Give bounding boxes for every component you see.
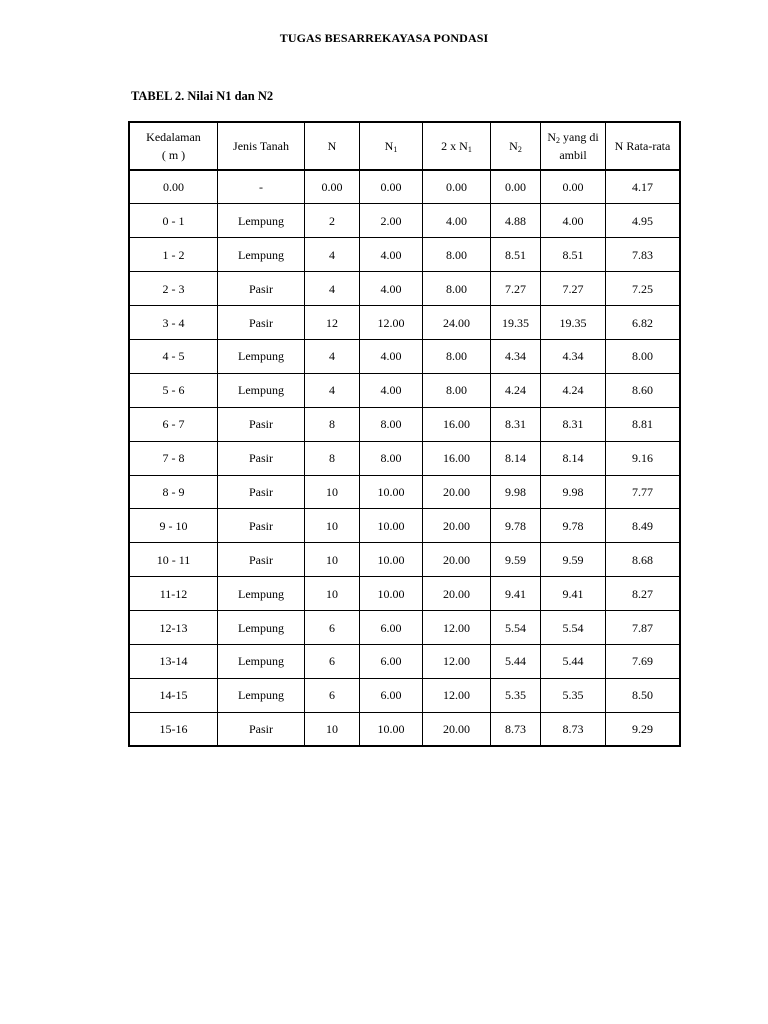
cell-soil-type: Lempung (218, 678, 305, 712)
cell-n-average: 9.29 (606, 712, 681, 746)
cell-depth: 15-16 (129, 712, 218, 746)
cell-2xn1: 8.00 (423, 339, 491, 373)
cell-n2-taken: 9.78 (541, 509, 606, 543)
table-row (129, 475, 680, 509)
cell-2xn1: 8.00 (423, 238, 491, 272)
cell-n2-taken: 4.24 (541, 373, 606, 407)
header-n1-sub: 1 (393, 145, 398, 154)
cell-n-average: 4.17 (606, 170, 681, 204)
table-row (129, 611, 680, 645)
cell-n2: 9.98 (491, 475, 541, 509)
cell-n2: 8.51 (491, 238, 541, 272)
header-n2-taken (541, 122, 606, 170)
table-row (129, 678, 680, 712)
cell-n-average: 7.87 (606, 611, 681, 645)
cell-depth: 8 - 9 (129, 475, 218, 509)
header-n1-base: N (384, 139, 394, 153)
cell-n2-taken: 5.35 (541, 678, 606, 712)
header-n2 (491, 122, 541, 170)
cell-2xn1: 12.00 (423, 611, 491, 645)
cell-soil-type: Pasir (218, 407, 305, 441)
table-row (129, 712, 680, 746)
cell-n2: 9.59 (491, 543, 541, 577)
cell-depth: 12-13 (129, 611, 218, 645)
cell-n: 0.00 (305, 170, 360, 204)
cell-depth: 5 - 6 (129, 373, 218, 407)
cell-2xn1: 4.00 (423, 204, 491, 238)
cell-n-average: 8.50 (606, 678, 681, 712)
cell-soil-type: Lempung (218, 373, 305, 407)
cell-n-average: 8.27 (606, 577, 681, 611)
cell-n1: 10.00 (360, 543, 423, 577)
cell-n-average: 7.77 (606, 475, 681, 509)
cell-n: 6 (305, 678, 360, 712)
cell-n2: 0.00 (491, 170, 541, 204)
table-row (129, 644, 680, 678)
cell-n2-taken: 4.00 (541, 204, 606, 238)
cell-soil-type: Pasir (218, 509, 305, 543)
cell-n1: 10.00 (360, 577, 423, 611)
table-row (129, 441, 680, 475)
cell-n-average: 8.00 (606, 339, 681, 373)
cell-n1: 10.00 (360, 475, 423, 509)
cell-n2-taken: 0.00 (541, 170, 606, 204)
cell-soil-type: Lempung (218, 339, 305, 373)
cell-soil-type: Pasir (218, 475, 305, 509)
cell-soil-type: Lempung (218, 204, 305, 238)
header-n-average: N Rata-rata (606, 122, 681, 170)
cell-n: 10 (305, 543, 360, 577)
cell-depth: 11-12 (129, 577, 218, 611)
cell-n2-taken: 4.34 (541, 339, 606, 373)
cell-2xn1: 8.00 (423, 373, 491, 407)
header-n2-base: N (509, 139, 518, 153)
cell-depth: 7 - 8 (129, 441, 218, 475)
cell-n1: 4.00 (360, 238, 423, 272)
header-n2-taken-line1 (541, 128, 605, 146)
cell-soil-type: Pasir (218, 306, 305, 340)
cell-n2: 19.35 (491, 306, 541, 340)
cell-n2-taken: 8.14 (541, 441, 606, 475)
header-n: N (305, 122, 360, 170)
cell-n1: 4.00 (360, 272, 423, 306)
cell-soil-type: Lempung (218, 577, 305, 611)
cell-2xn1: 16.00 (423, 441, 491, 475)
cell-2xn1: 0.00 (423, 170, 491, 204)
table-row (129, 543, 680, 577)
cell-n: 6 (305, 644, 360, 678)
cell-n: 8 (305, 407, 360, 441)
cell-n-average: 6.82 (606, 306, 681, 340)
cell-soil-type: Pasir (218, 712, 305, 746)
cell-n2: 5.35 (491, 678, 541, 712)
header-depth (129, 122, 218, 170)
cell-n2-taken: 8.51 (541, 238, 606, 272)
cell-2xn1: 20.00 (423, 475, 491, 509)
header-n2-taken-suffix: yang di (560, 130, 599, 144)
table-row (129, 577, 680, 611)
cell-n: 8 (305, 441, 360, 475)
cell-n-average: 7.83 (606, 238, 681, 272)
cell-n-average: 8.60 (606, 373, 681, 407)
cell-soil-type: Pasir (218, 441, 305, 475)
header-2xn1 (423, 122, 491, 170)
table-body (129, 170, 680, 746)
cell-n: 10 (305, 509, 360, 543)
header-2xn1-sub: 1 (467, 145, 472, 154)
page-header: TUGAS BESARREKAYASA PONDASI (279, 31, 489, 45)
table-row (129, 407, 680, 441)
n-values-table (128, 121, 681, 747)
cell-depth: 10 - 11 (129, 543, 218, 577)
cell-n1: 10.00 (360, 712, 423, 746)
cell-n1: 6.00 (360, 678, 423, 712)
header-depth-unit: ( m ) (161, 148, 186, 162)
cell-n2: 8.14 (491, 441, 541, 475)
cell-n2-taken: 5.54 (541, 611, 606, 645)
table-row (129, 272, 680, 306)
cell-n1: 6.00 (360, 644, 423, 678)
cell-n-average: 8.68 (606, 543, 681, 577)
cell-n: 10 (305, 475, 360, 509)
table-row (129, 373, 680, 407)
table-row (129, 238, 680, 272)
cell-n1: 2.00 (360, 204, 423, 238)
cell-2xn1: 20.00 (423, 543, 491, 577)
cell-soil-type: - (218, 170, 305, 204)
table-header-row (129, 122, 680, 170)
cell-depth: 6 - 7 (129, 407, 218, 441)
cell-n: 12 (305, 306, 360, 340)
cell-n2: 9.41 (491, 577, 541, 611)
cell-n2: 8.73 (491, 712, 541, 746)
cell-depth: 0 - 1 (129, 204, 218, 238)
table-row (129, 170, 680, 204)
cell-n: 4 (305, 339, 360, 373)
header-n2-taken-base: N (547, 130, 556, 144)
cell-n2-taken: 19.35 (541, 306, 606, 340)
cell-n-average: 8.81 (606, 407, 681, 441)
cell-2xn1: 20.00 (423, 712, 491, 746)
cell-n2: 5.44 (491, 644, 541, 678)
cell-depth: 4 - 5 (129, 339, 218, 373)
cell-n-average: 9.16 (606, 441, 681, 475)
cell-n-average: 7.25 (606, 272, 681, 306)
cell-n2: 4.88 (491, 204, 541, 238)
cell-soil-type: Lempung (218, 238, 305, 272)
cell-soil-type: Pasir (218, 543, 305, 577)
cell-n2: 5.54 (491, 611, 541, 645)
cell-n: 10 (305, 712, 360, 746)
header-n2-taken-line2: ambil (559, 148, 587, 162)
table-row (129, 204, 680, 238)
cell-n1: 4.00 (360, 373, 423, 407)
cell-n1: 0.00 (360, 170, 423, 204)
header-soil-type: Jenis Tanah (218, 122, 305, 170)
cell-n2-taken: 7.27 (541, 272, 606, 306)
cell-n-average: 4.95 (606, 204, 681, 238)
cell-n1: 6.00 (360, 611, 423, 645)
cell-n1: 12.00 (360, 306, 423, 340)
cell-n1: 8.00 (360, 407, 423, 441)
cell-n: 10 (305, 577, 360, 611)
cell-2xn1: 12.00 (423, 678, 491, 712)
cell-n1: 4.00 (360, 339, 423, 373)
cell-n2-taken: 9.59 (541, 543, 606, 577)
table-row (129, 339, 680, 373)
cell-n2: 4.24 (491, 373, 541, 407)
cell-n1: 10.00 (360, 509, 423, 543)
cell-n: 4 (305, 373, 360, 407)
cell-n2-taken: 8.73 (541, 712, 606, 746)
cell-n2-taken: 9.41 (541, 577, 606, 611)
cell-n2: 4.34 (491, 339, 541, 373)
cell-soil-type: Lempung (218, 644, 305, 678)
cell-soil-type: Pasir (218, 272, 305, 306)
cell-n2-taken: 5.44 (541, 644, 606, 678)
cell-2xn1: 8.00 (423, 272, 491, 306)
header-n2-taken-sub: 2 (556, 136, 560, 145)
cell-depth: 0.00 (129, 170, 218, 204)
cell-2xn1: 20.00 (423, 509, 491, 543)
cell-n1: 8.00 (360, 441, 423, 475)
cell-soil-type: Lempung (218, 611, 305, 645)
cell-n2: 9.78 (491, 509, 541, 543)
header-depth-label: Kedalaman (146, 130, 201, 144)
cell-2xn1: 24.00 (423, 306, 491, 340)
cell-n2-taken: 9.98 (541, 475, 606, 509)
table-row (129, 306, 680, 340)
cell-depth: 1 - 2 (129, 238, 218, 272)
cell-2xn1: 12.00 (423, 644, 491, 678)
cell-n: 4 (305, 238, 360, 272)
table-row (129, 509, 680, 543)
cell-depth: 3 - 4 (129, 306, 218, 340)
cell-depth: 13-14 (129, 644, 218, 678)
cell-n-average: 7.69 (606, 644, 681, 678)
cell-n2-taken: 8.31 (541, 407, 606, 441)
table-caption: TABEL 2. Nilai N1 dan N2 (131, 89, 274, 103)
cell-n2: 8.31 (491, 407, 541, 441)
header-n2-sub: 2 (517, 145, 522, 154)
cell-n-average: 8.49 (606, 509, 681, 543)
cell-depth: 2 - 3 (129, 272, 218, 306)
cell-n: 2 (305, 204, 360, 238)
cell-n2: 7.27 (491, 272, 541, 306)
cell-n: 4 (305, 272, 360, 306)
cell-depth: 14-15 (129, 678, 218, 712)
cell-2xn1: 20.00 (423, 577, 491, 611)
header-n1 (360, 122, 423, 170)
cell-n: 6 (305, 611, 360, 645)
header-2xn1-base: 2 x N (441, 139, 468, 153)
cell-2xn1: 16.00 (423, 407, 491, 441)
cell-depth: 9 - 10 (129, 509, 218, 543)
